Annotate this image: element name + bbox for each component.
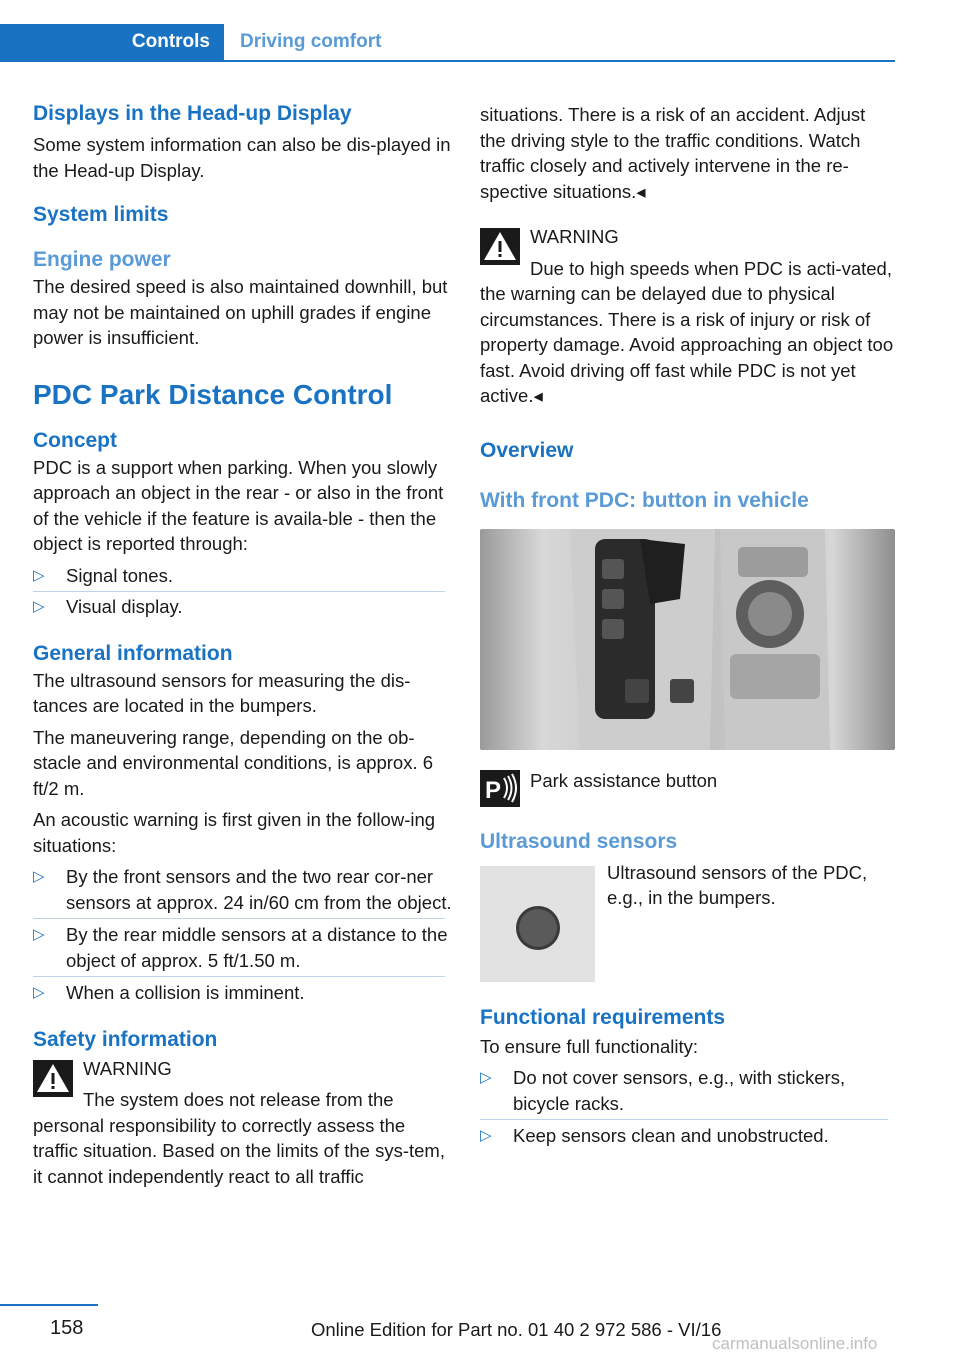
triangle-bullet-icon: ▷ (33, 566, 45, 584)
park-assistance-button-icon (480, 770, 520, 807)
heading-pdc: PDC Park Distance Control (33, 378, 393, 410)
heading-front-pdc: With front PDC: button in vehicle (480, 488, 809, 512)
center-console-photo (480, 529, 895, 750)
list-item-text: By the rear middle sensors at a distance to the object of approx. 5 ft/1.50 m. (66, 924, 448, 971)
section-tab-controls (0, 24, 224, 62)
paragraph-functional: To ensure full functionality: (480, 1035, 699, 1057)
list-item-text: Signal tones. (66, 564, 173, 586)
paragraph-general-3: An acoustic warning is first given in the follow-ing situations: (33, 809, 436, 856)
page-header (0, 24, 895, 62)
ultrasound-sensor-image (480, 866, 595, 982)
heading-overview: Overview (480, 438, 574, 462)
sensor-block (480, 860, 896, 984)
divider (480, 1119, 888, 1120)
edition-info: Online Edition for Part no. 01 40 2 972 586 - VI/16 (311, 1319, 722, 1340)
warning-triangle-icon (480, 228, 520, 265)
warning-situations-list (33, 864, 453, 1006)
triangle-bullet-icon: ▷ (480, 1127, 492, 1144)
list-item (33, 922, 453, 973)
paragraph-continued: situations. There is a risk of an accident. Adjust the driving style to the traffic conditions. Watch traffic closely and actively intervene in the re-spective situations.◂ (480, 104, 866, 202)
paragraph-general-2: The maneuvering range, depending on the ob-stacle and environmental conditions, is approx. 6 ft/2 m. (33, 726, 434, 799)
triangle-bullet-icon: ▷ (33, 926, 45, 943)
warning-triangle-icon (33, 1060, 73, 1097)
park-assist-legend (480, 768, 896, 808)
divider (33, 918, 445, 919)
list-item-text: Keep sensors clean and unobstructed. (513, 1125, 829, 1146)
list-item-text: By the front sensors and the two rear cor-ner sensors at approx. 24 in/60 cm from the object. (66, 866, 452, 913)
page-number: 158 (50, 1317, 84, 1339)
heading-system-limits: System limits (33, 203, 169, 226)
list-item (480, 1065, 896, 1116)
paragraph-engine-power: The desired speed is also maintained downhill, but may not be maintained on uphill grades if engine power is insufficient. (33, 276, 448, 348)
list-item (33, 594, 453, 620)
list-item-text: Visual display. (66, 596, 183, 617)
warning-block (33, 1056, 453, 1190)
heading-ultrasound-sensors: Ultrasound sensors (480, 829, 678, 853)
triangle-bullet-icon: ▷ (33, 868, 45, 885)
heading-engine-power: Engine power (33, 248, 171, 271)
list-item (33, 864, 453, 915)
warning-block (480, 224, 896, 409)
watermark: carmanualsonline.info (712, 1334, 878, 1353)
park-assist-caption: Park assistance button (530, 769, 718, 791)
section-tab-driving-comfort: Driving comfort (240, 31, 382, 52)
list-item-text: When a collision is imminent. (66, 982, 305, 1003)
paragraph-concept: PDC is a support when parking. When you slowly approach an object in the rear - or also in the front of the vehicle if the feature is availa-ble - then the object is reported through: (33, 456, 444, 554)
list-item-text: Do not cover sensors, e.g., with stickers, bicycle racks. (513, 1067, 846, 1114)
left-column (33, 100, 453, 1189)
paragraph-hud: Some system information can also be dis-played in the Head-up Display. (33, 134, 451, 181)
heading-hud: Displays in the Head-up Display (33, 102, 352, 125)
footer-rule (0, 1304, 98, 1306)
heading-general-information: General information (33, 641, 233, 665)
warning-label: WARNING (83, 1057, 172, 1079)
heading-safety-information: Safety information (33, 1027, 218, 1051)
divider (33, 591, 445, 592)
svg-text:P: P (485, 776, 502, 804)
paragraph-general-1: The ultrasound sensors for measuring the dis-tances are located in the bumpers. (33, 669, 411, 716)
triangle-bullet-icon: ▷ (480, 1069, 492, 1086)
triangle-bullet-icon: ▷ (33, 984, 45, 1001)
list-item (33, 980, 453, 1006)
heading-concept: Concept (33, 428, 117, 452)
triangle-bullet-icon: ▷ (33, 598, 45, 615)
section-tab-controls-label: Controls (131, 31, 210, 52)
divider (33, 976, 445, 977)
warning-text: The system does not release from the personal responsibility to correctly assess the traffic situation. Based on the limits of the sys-tem, it cannot independently react to all traffic (33, 1089, 445, 1187)
list-item (33, 563, 453, 589)
concept-list (33, 563, 453, 620)
warning-label: WARNING (530, 226, 619, 247)
paragraph-sensors: Ultrasound sensors of the PDC, e.g., in the bumpers. (607, 861, 868, 908)
header-rule (0, 60, 895, 62)
right-column (480, 102, 896, 1149)
functional-list (480, 1065, 896, 1149)
list-item (480, 1123, 896, 1149)
heading-functional-requirements: Functional requirements (480, 1005, 726, 1029)
warning-text: Due to high speeds when PDC is acti-vated, the warning can be delayed due to physical circumstances. There is a risk of injury or risk of property damage. Avoid approaching an object too fast. Avoid driving off fast while PDC is not yet active.◂ (480, 257, 894, 406)
